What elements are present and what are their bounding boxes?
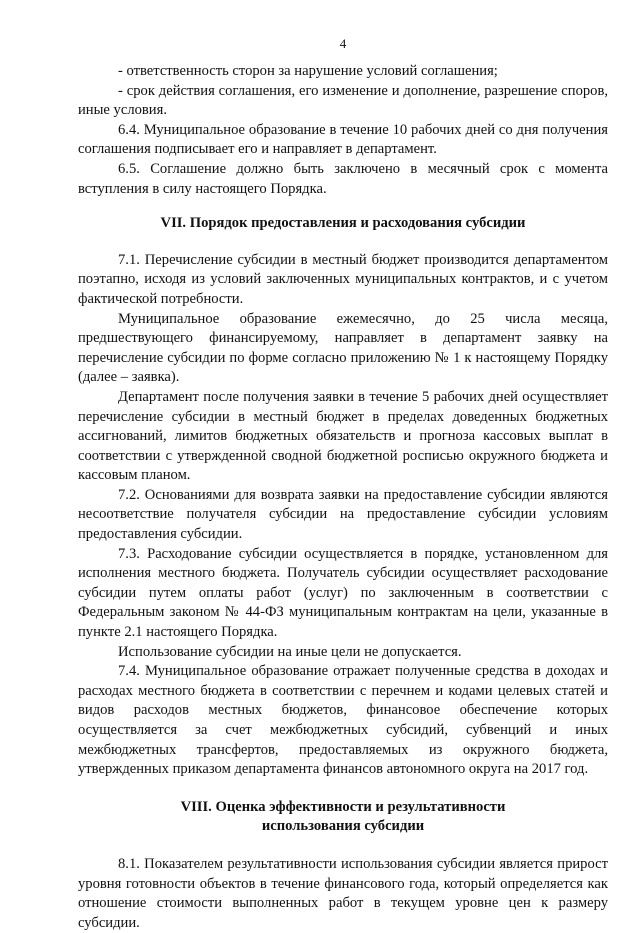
paragraph: Муниципальное образование ежемесячно, до 25 числа месяца, предшествующего финансируемому, направляет в департамент заявку на перечисление субсидии по форме согласно приложению № 1 к настоящему Порядку (далее – заявка).: [78, 310, 608, 386]
section-7-heading: VII. Порядок предоставления и расходования субсидии: [160, 215, 526, 232]
paragraph: Департамент после получения заявки в течение 5 рабочих дней осуществляет перечисление субсидии в местный бюджет в пределах доведенных бюджетных ассигнований, лимитов бюджетных обязательств и прогноза кассовых выплат в соответствии с утвержденной сводной бюджетной росписью окружного бюджета и кассовым планом.: [78, 388, 608, 484]
paragraph: 7.1. Перечисление субсидии в местный бюджет производится департаментом поэтапно, исходя из условий заключенных муниципальных контрактов, и с учетом фактической потребности.: [78, 251, 608, 307]
paragraph: - срок действия соглашения, его изменение и дополнение, разрешение споров, иные условия.: [78, 82, 608, 119]
paragraph: 6.4. Муниципальное образование в течение 10 рабочих дней со дня получения соглашения подписывает его и направляет в департамент.: [78, 121, 608, 158]
document-page: [78, 36, 608, 933]
paragraph: - ответственность сторон за нарушение условий соглашения;: [118, 63, 498, 79]
paragraph: 8.1. Показателем результативности использования субсидии является прирост уровня готовности объектов в течение финансового года, который определяется как отношение стоимости выполненных работ в текущем уровне цен к размеру субсидии.: [78, 855, 608, 931]
paragraph: 6.5. Соглашение должно быть заключено в месячный срок с момента вступления в силу настоящего Порядка.: [78, 160, 608, 197]
section-8-heading-line-2: использования субсидии: [261, 818, 425, 835]
page-number: 4: [339, 36, 347, 51]
paragraph: 7.3. Расходование субсидии осуществляется в порядке, установленном для исполнения местного бюджета. Получатель субсидии осуществляет расходование субсидии путем оплаты работ (услуг) по заключенным в соответствии с Федеральным законом № 44-ФЗ муниципальным контрактам на цели, указанные в пункте 2.1 настоящего Порядка.: [78, 545, 608, 641]
section-8-heading: [78, 798, 608, 837]
paragraph: 7.2. Основаниями для возврата заявки на предоставление субсидии являются несоответствие получателя субсидии на предоставление субсидии условиям предоставления субсидии.: [78, 486, 608, 543]
paragraph: Использование субсидии на иные цели не допускается.: [118, 643, 462, 660]
section-8-heading-line-1: VIII. Оценка эффективности и результативности: [180, 798, 506, 815]
paragraph: 7.4. Муниципальное образование отражает полученные средства в доходах и расходах местного бюджета в соответствии с перечнем и кодами целевых статей и видов расходов местных бюджетов, финансовое обеспечение которых осуществляется за счет межбюджетных субсидий, субвенций и иных межбюджетных трансфертов, предоставляемых из окружного бюджета, утвержденных приказом департамента финансов автономного округа на 2017 год.: [78, 663, 608, 778]
